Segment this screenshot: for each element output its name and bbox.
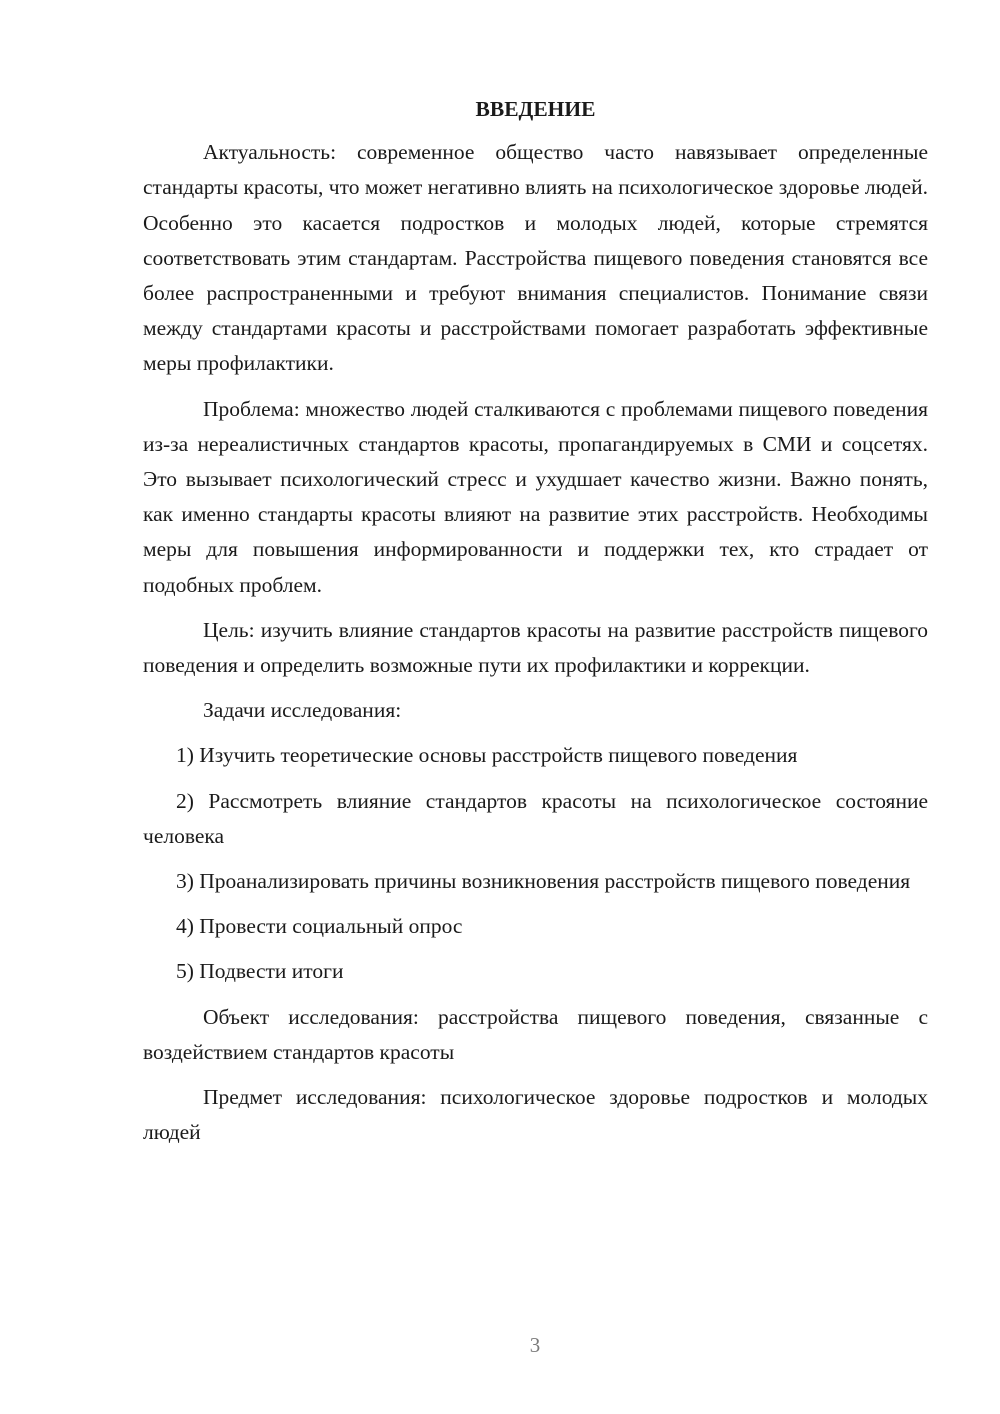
problem-paragraph: Проблема: множество людей сталкиваются с проблемами пищевого поведения из-за нереалистичных стандартов красоты, пропагандируемых в СМИ и соцсетях. Это вызывает психологический стресс и ухудшает качество жизни. Важно понять, как именно стандарты красоты влияют на развитие этих расстройств. Необходимы меры для повышения информированности и поддержки тех, кто страдает от подобных проблем. (143, 396, 928, 597)
section-heading: ВВЕДЕНИЕ (475, 97, 596, 121)
task-item-2: 2) Рассмотреть влияние стандартов красоты на психологическое состояние человека (143, 788, 928, 848)
task-item-1: 1) Изучить теоретические основы расстройств пищевого поведения (176, 743, 798, 768)
goal-paragraph: Цель: изучить влияние стандартов красоты на развитие расстройств пищевого поведения и определить возможные пути их профилактики и коррекции. (143, 617, 928, 678)
document-body (143, 92, 928, 1160)
task-item-3: 3) Проанализировать причины возникновения расстройств пищевого поведения (176, 869, 911, 894)
relevance-paragraph: Актуальность: современное общество часто навязывает определенные стандарты красоты, что может негативно влиять на психологическое здоровье людей. Особенно это касается подростков и молодых людей, которые стремятся соответствовать этим стандартам. Расстройства пищевого поведения становятся все более распространенными и требуют внимания специалистов. Понимание связи между стандартами красоты и расстройствами помогает разработать эффективные меры профилактики. (143, 140, 928, 376)
task-item-5: 5) Подвести итоги (176, 959, 344, 984)
subject-paragraph: Предмет исследования: психологическое здоровье подростков и молодых людей (143, 1085, 928, 1145)
task-item-4: 4) Провести социальный опрос (176, 914, 463, 939)
page-number: 3 (529, 1333, 541, 1357)
object-paragraph: Объект исследования: расстройства пищевого поведения, связанные с воздействием стандартов красоты (143, 1004, 928, 1064)
tasks-title: Задачи исследования: (203, 698, 402, 723)
